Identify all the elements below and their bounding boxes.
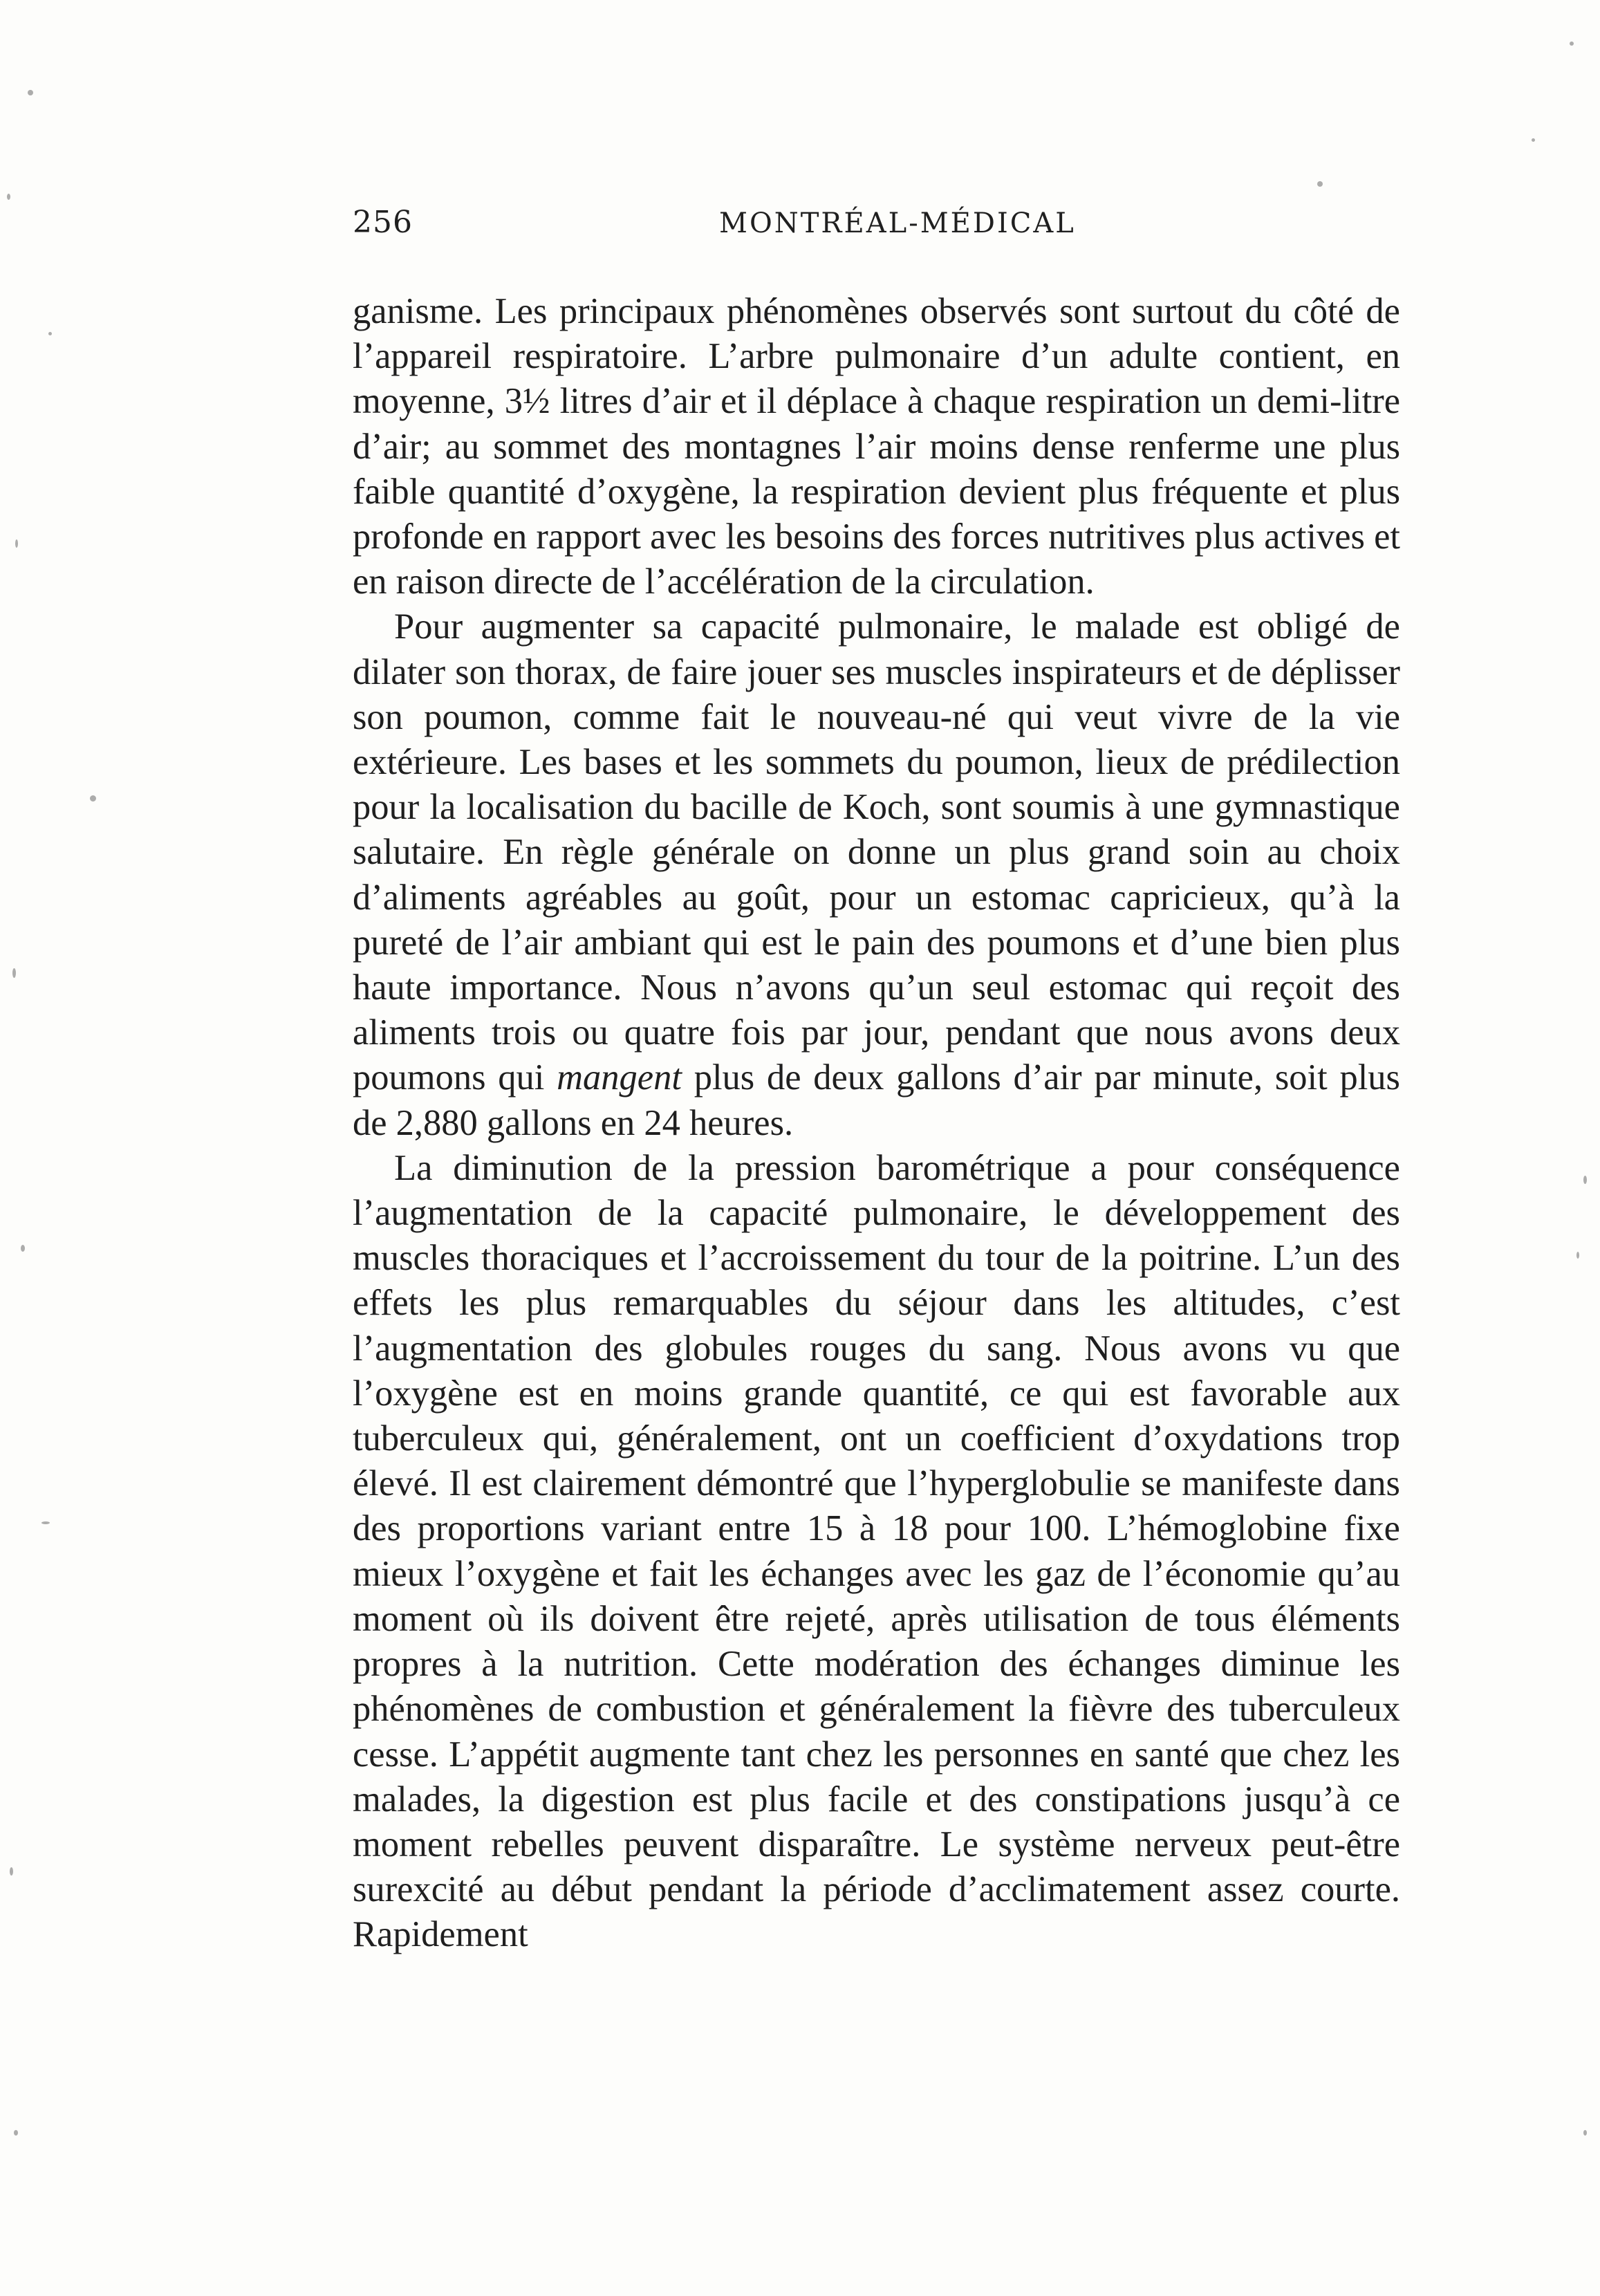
paragraph-1-text: ganisme. Les principaux phénomènes observés sont surtout du côté de l’appareil respiratoire. L’arbre pulmonaire d’un adulte contient, en moyenne, 3½ litres d’air et il déplace à chaque respiration un demi-litre d’air; au sommet des montagnes l’air moins dense renferme une plus faible quantité d’oxygène, la respiration devient plus fréquente et plus profonde en rapport avec les besoins des forces nutritives plus actives et en raison directe de l’accélération de la circulation.: [353, 291, 1400, 602]
scan-speck: [12, 968, 16, 978]
scan-speck: [90, 795, 96, 802]
paragraph-2: [353, 604, 1400, 1145]
running-head: MONTRÉAL-MÉDICAL: [719, 207, 1076, 239]
scan-speck: [48, 332, 52, 335]
page-header: [353, 205, 1404, 260]
scan-speck: [10, 1867, 13, 1876]
scan-speck: [1570, 41, 1574, 46]
scan-speck: [28, 90, 33, 95]
scan-speck: [1583, 2130, 1587, 2136]
paragraph-2-italic-word: mangent: [557, 1057, 682, 1098]
scan-speck: [1576, 1252, 1579, 1259]
paragraph-1: [353, 289, 1400, 604]
paragraph-2-text-end: plus de deux gallons d’air par minute, soit plus de 2,880 gallons en 24 heures.: [353, 1057, 1400, 1143]
scan-speck: [14, 2130, 18, 2136]
scan-speck: [41, 1521, 50, 1524]
paragraph-2-text-start: Pour augmenter sa capacité pulmonaire, le malade est obligé de dilater son thorax, de faire jouer ses muscles inspirateurs et de déplisser son poumon, comme fait le nouveau-né qui veut vivre de la vie extérieure. Les bases et les sommets du poumon, lieux de prédilection pour la localisation du bacille de Koch, sont soumis à une gymnastique salutaire. En règle générale on donne un plus grand soin au choix d’aliments agréables au goût, pour un estomac capricieux, qu’à la pureté de l’air ambiant qui est le pain des poumons et d’une bien plus haute importance. Nous n’avons qu’un seul estomac qui reçoit des aliments trois ou quatre fois par jour, pendant que nous avons deux poumons qui: [353, 607, 1400, 1098]
scan-speck: [21, 1245, 25, 1252]
scan-speck: [1317, 181, 1323, 187]
scan-speck: [15, 539, 18, 548]
body-text: [353, 289, 1400, 1958]
paragraph-3: [353, 1146, 1400, 1958]
page-number: 256: [353, 205, 413, 240]
paragraph-3-text: La diminution de la pression barométrique a pour conséquence l’augmentation de la capacité pulmonaire, le développement des muscles thoraciques et l’accroissement du tour de la poitrine. L’un des effets les plus remarquables du séjour dans les altitudes, c’est l’augmentation des globules rouges du sang. Nous avons vu que l’oxygène est en moins grande quantité, ce qui est favorable aux tuberculeux qui, généralement, ont un coefficient d’oxydations trop élevé. Il est clairement démontré que l’hyperglobulie se manifeste dans des proportions variant entre 15 à 18 pour 100. L’hémoglobine fixe mieux l’oxygène et fait les échanges avec les gaz de l’économie qu’au moment où ils doivent être rejeté, après utilisation de tous éléments propres à la nutrition. Cette modération des échanges diminue les phénomènes de combustion et généralement la fièvre des tuberculeux cesse. L’appétit augmente tant chez les personnes en santé que chez les malades, la digestion est plus facile et des constipations jusqu’à ce moment rebelles peuvent disparaître. Le système nerveux peut-être surexcité au début pendant la période d’acclimatement assez courte. Rapidement: [353, 1147, 1400, 1955]
scan-speck: [1583, 1176, 1587, 1184]
scan-speck: [7, 194, 10, 200]
scan-speck: [1532, 138, 1535, 142]
